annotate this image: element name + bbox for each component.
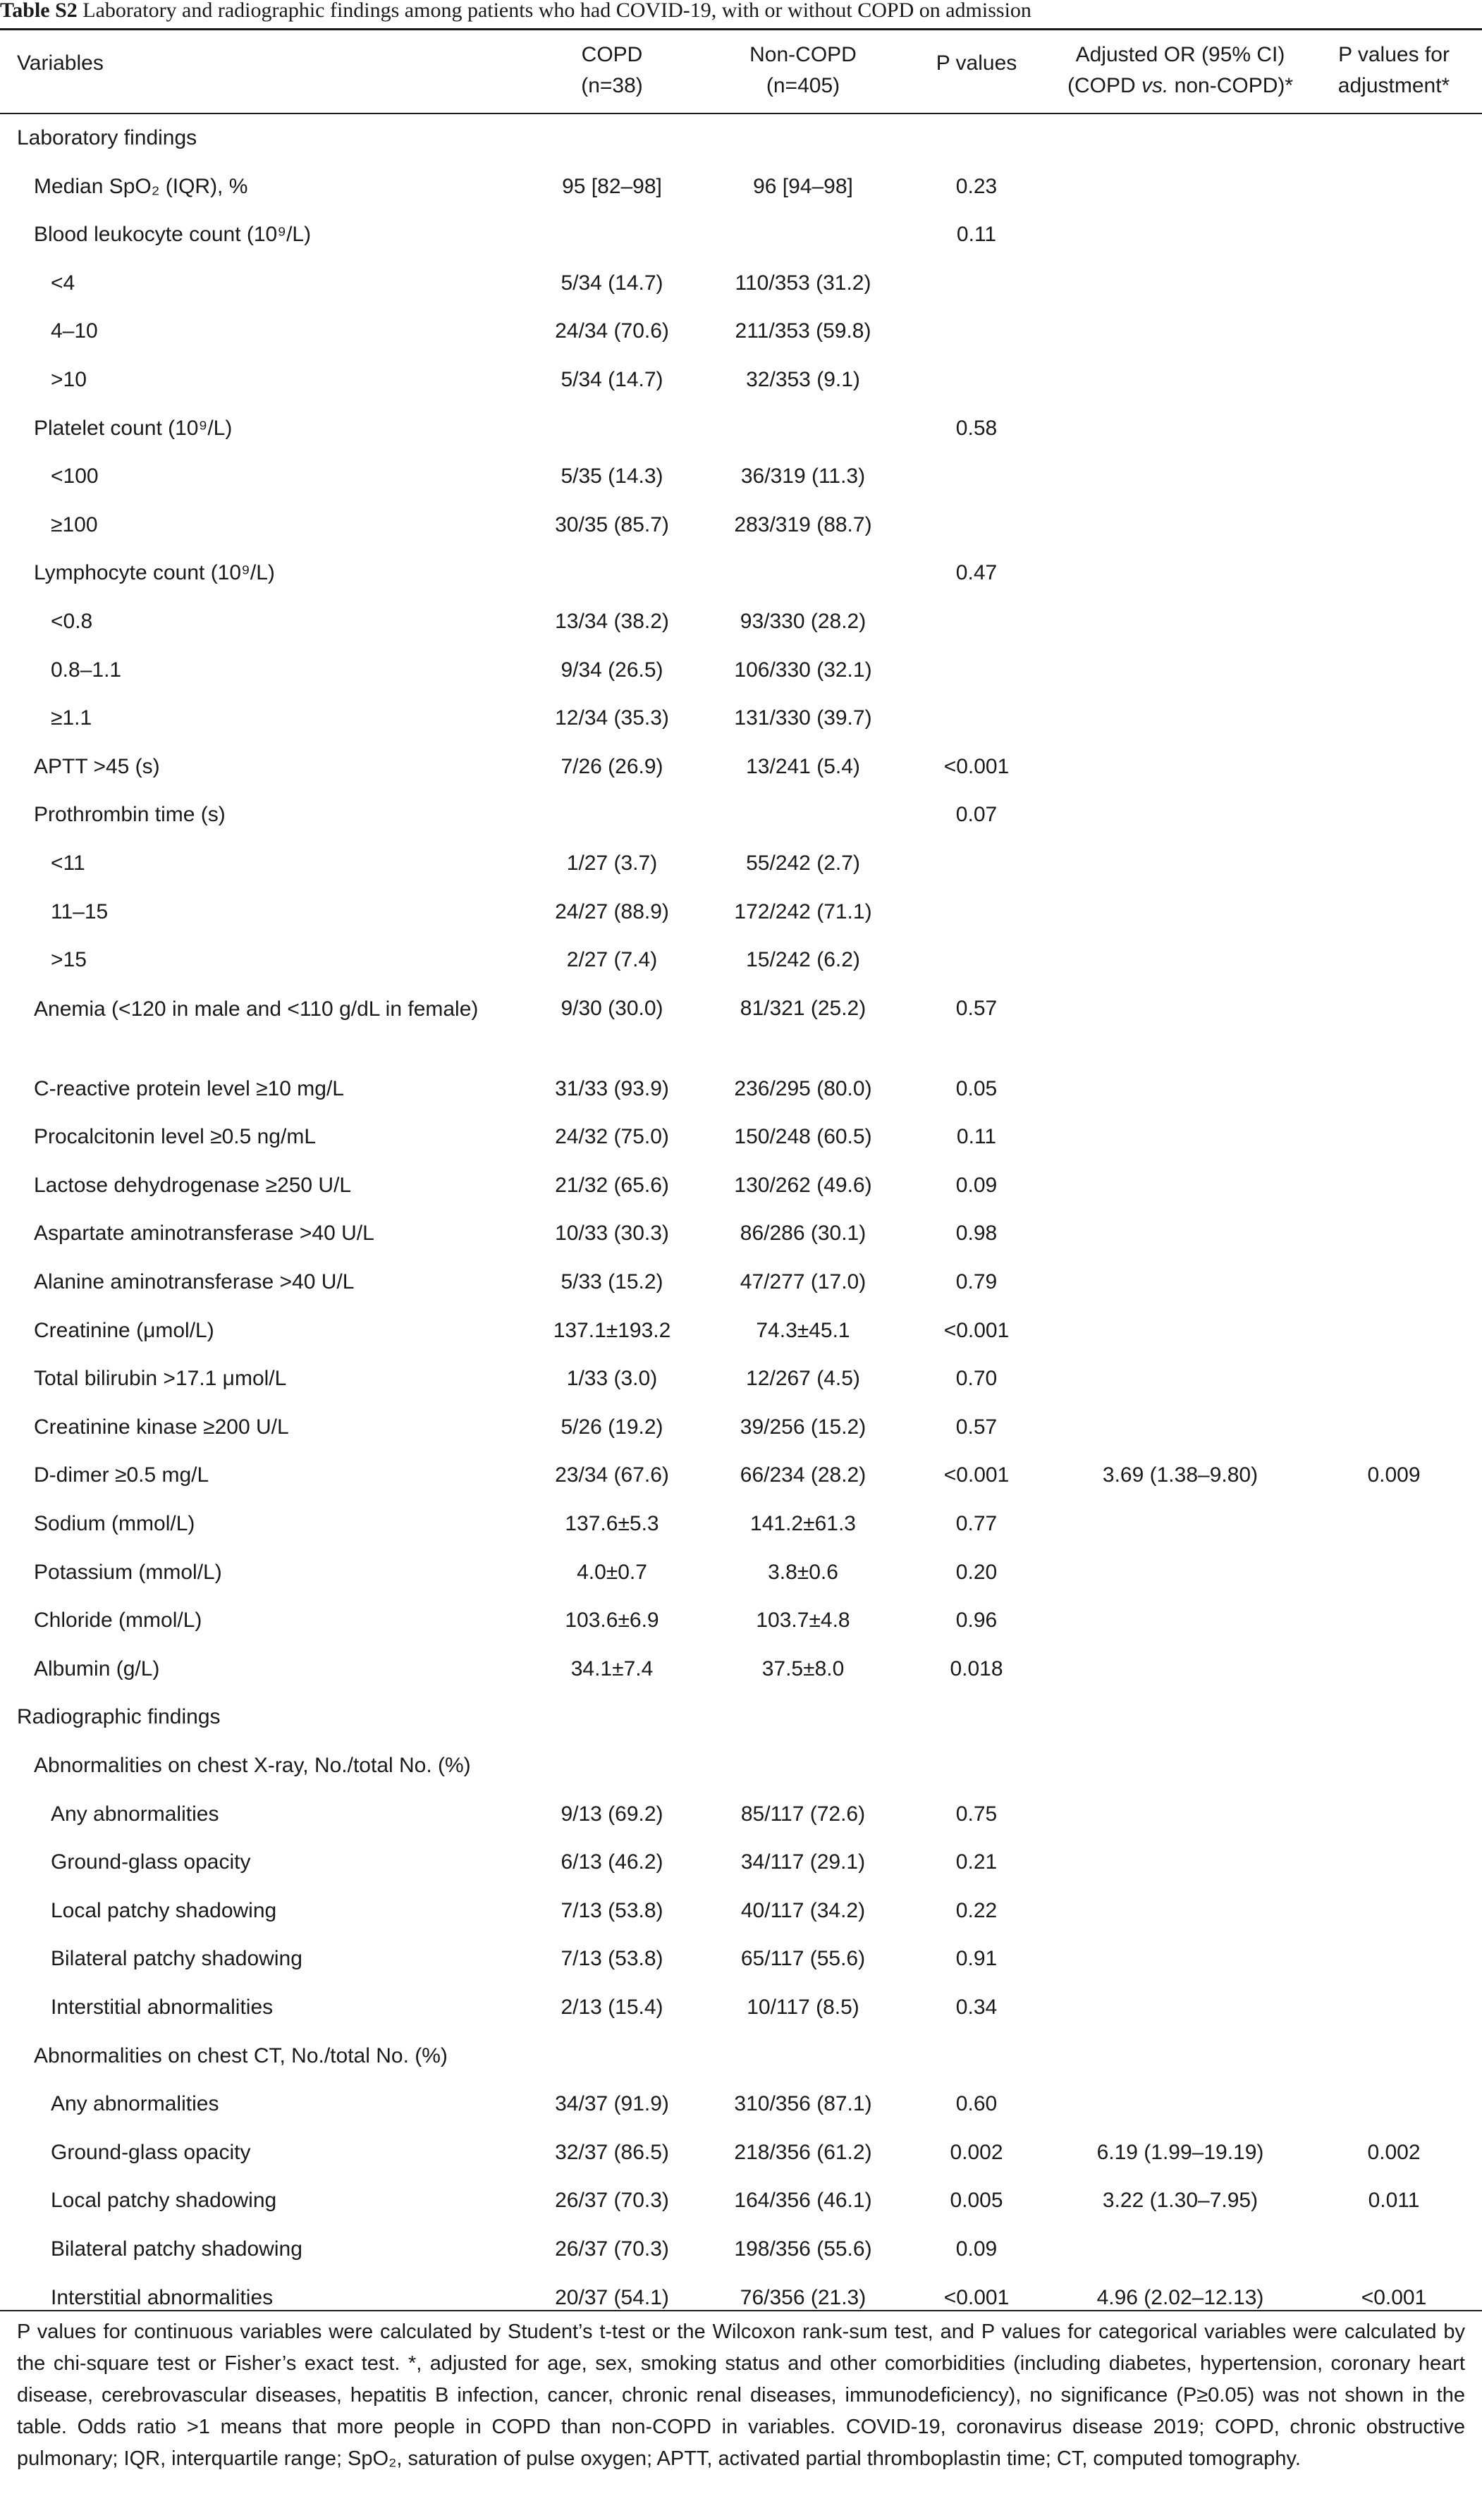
cell-noncopd: 283/319 (88.7) (734, 512, 872, 536)
cell-pvalue: 0.11 (956, 1125, 997, 1149)
cell-copd: 31/33 (93.9) (555, 1076, 669, 1100)
cell-copd: 9/34 (26.5) (561, 658, 663, 682)
cell-pvalue: 0.47 (955, 561, 998, 585)
cell-copd: 7/13 (53.8) (561, 1898, 663, 1922)
cell-copd: 5/34 (14.7) (561, 367, 663, 391)
table-row (0, 1790, 1482, 1839)
table-row (0, 791, 1482, 840)
table-row (0, 453, 1482, 501)
header-padj-line2: adjustment* (1337, 74, 1450, 97)
cell-pvalue: 0.60 (955, 2092, 998, 2116)
table-caption (0, 0, 1482, 25)
cell-noncopd: 93/330 (28.2) (740, 609, 866, 633)
cell-copd: 2/13 (15.4) (561, 1995, 663, 2019)
cell-noncopd: 36/319 (11.3) (740, 465, 866, 488)
table-row (0, 694, 1482, 743)
table-body (0, 114, 1482, 2322)
cell-pvalue: 0.75 (955, 1802, 998, 1826)
cell-copd: 7/26 (26.9) (561, 754, 663, 778)
cell-copd: 9/13 (69.2) (561, 1802, 663, 1826)
table-row (0, 743, 1482, 792)
cell-adjusted-or: 3.69 (1.38–9.80) (1102, 1463, 1259, 1487)
cell-copd: 5/34 (14.7) (561, 271, 663, 295)
cell-copd: 12/34 (35.3) (555, 706, 669, 730)
header-copd (518, 39, 706, 102)
cell-copd: 2/27 (7.4) (566, 948, 658, 972)
cell-noncopd: 65/117 (55.6) (740, 1947, 866, 1971)
row-variable: Albumin (g/L) (34, 1657, 160, 1680)
row-variable: Aspartate aminotransferase >40 U/L (34, 1222, 374, 1246)
row-variable: 0.8–1.1 (51, 658, 122, 682)
table-row (0, 307, 1482, 356)
table-row (0, 1838, 1482, 1887)
row-variable: Total bilirubin >17.1 μmol/L (34, 1367, 287, 1391)
table-row (0, 598, 1482, 646)
header-pvalues: P values (936, 51, 1017, 75)
cell-copd: 10/33 (30.3) (555, 1222, 669, 1246)
cell-pvalue: 0.79 (955, 1270, 998, 1294)
header-padj (1306, 39, 1482, 102)
table-row (0, 1597, 1482, 1645)
cell-noncopd: 12/267 (4.5) (746, 1367, 860, 1391)
cell-copd: 1/33 (3.0) (566, 1367, 658, 1391)
cell-noncopd: 236/295 (80.0) (734, 1076, 872, 1100)
cell-pvalue: 0.57 (955, 1415, 998, 1439)
cell-copd: 4.0±0.7 (577, 1560, 647, 1584)
header-copd-name: COPD (581, 43, 643, 66)
cell-pvalue: 0.70 (955, 1367, 998, 1391)
cell-copd: 23/34 (67.6) (555, 1463, 669, 1487)
row-variable: Any abnormalities (51, 2092, 219, 2116)
cell-pvalue: 0.20 (955, 1560, 998, 1584)
header-padj-line1: P values for (1338, 43, 1450, 66)
cell-noncopd: 66/234 (28.2) (740, 1463, 866, 1487)
table-row (0, 646, 1482, 695)
row-variable: Lymphocyte count (10⁹/L) (34, 561, 275, 585)
cell-copd: 26/37 (70.3) (555, 2237, 669, 2261)
cell-padj: 0.009 (1367, 1463, 1421, 1487)
table-row (0, 2225, 1482, 2274)
header-variables: Variables (17, 51, 104, 75)
row-variable: Ground-glass opacity (51, 2140, 251, 2164)
cell-noncopd: 164/356 (46.1) (734, 2189, 872, 2213)
row-variable: Creatinine kinase ≥200 U/L (34, 1415, 289, 1439)
cell-pvalue: 0.05 (955, 1076, 998, 1100)
cell-noncopd: 150/248 (60.5) (734, 1125, 872, 1149)
cell-copd: 34.1±7.4 (570, 1657, 654, 1680)
cell-pvalue: 0.22 (955, 1898, 998, 1922)
cell-padj: <0.001 (1361, 2285, 1427, 2309)
cell-noncopd: 55/242 (2.7) (746, 851, 860, 875)
header-copd-n: (n=38) (581, 74, 643, 97)
table-row (0, 163, 1482, 211)
cell-noncopd: 96 [94–98] (753, 174, 853, 198)
cell-noncopd: 310/356 (87.1) (734, 2092, 872, 2116)
cell-pvalue: 0.96 (955, 1609, 998, 1633)
cell-pvalue: <0.001 (943, 754, 1010, 778)
cell-noncopd: 141.2±61.3 (750, 1512, 856, 1536)
cell-padj: 0.002 (1367, 2140, 1421, 2164)
table-row (0, 1403, 1482, 1452)
table-row (0, 1210, 1482, 1258)
cell-pvalue: <0.001 (943, 1463, 1010, 1487)
table-row (0, 1500, 1482, 1549)
row-variable: APTT >45 (s) (34, 754, 160, 778)
cell-pvalue: 0.98 (955, 1222, 998, 1246)
table-row (0, 1984, 1482, 2032)
row-variable: Chloride (mmol/L) (34, 1609, 202, 1633)
cell-pvalue: 0.07 (955, 803, 998, 827)
table-row (0, 1549, 1482, 1597)
cell-copd: 9/30 (30.0) (561, 996, 663, 1020)
row-variable: Abnormalities on chest X-ray, No./total No. (%) (34, 1754, 471, 1777)
cell-pvalue: 0.57 (955, 996, 998, 1020)
cell-noncopd: 3.8±0.6 (768, 1560, 838, 1584)
table-row (0, 1113, 1482, 1162)
row-variable: Potassium (mmol/L) (34, 1560, 222, 1584)
row-variable: C-reactive protein level ≥10 mg/L (34, 1076, 344, 1100)
cell-noncopd: 218/356 (61.2) (734, 2140, 872, 2164)
cell-noncopd: 39/256 (15.2) (740, 1415, 866, 1439)
row-variable: Abnormalities on chest CT, No./total No. (%) (34, 2043, 448, 2067)
cell-copd: 34/37 (91.9) (555, 2092, 669, 2116)
cell-copd: 30/35 (85.7) (555, 512, 669, 536)
cell-pvalue: 0.002 (950, 2140, 1003, 2164)
row-variable: Procalcitonin level ≥0.5 ng/mL (34, 1125, 317, 1149)
cell-pvalue: 0.77 (955, 1512, 998, 1536)
row-variable: Laboratory findings (17, 126, 197, 149)
cell-pvalue: 0.09 (955, 1173, 998, 1197)
row-variable: <0.8 (51, 609, 93, 633)
table-row (0, 1451, 1482, 1500)
row-variable: Interstitial abnormalities (51, 1995, 274, 2019)
cell-padj: 0.011 (1368, 2189, 1420, 2213)
cell-copd: 5/35 (14.3) (561, 465, 663, 488)
row-variable: Prothrombin time (s) (34, 803, 226, 827)
row-variable: >10 (51, 367, 87, 391)
cell-pvalue: 0.21 (955, 1850, 998, 1874)
cell-noncopd: 81/321 (25.2) (740, 996, 866, 1020)
header-noncopd-n: (n=405) (766, 74, 840, 97)
row-variable: Ground-glass opacity (51, 1850, 251, 1874)
table-row (0, 1887, 1482, 1936)
header-adjusted-or-line1: Adjusted OR (95% CI) (1075, 43, 1285, 66)
cell-copd: 5/26 (19.2) (561, 1415, 663, 1439)
row-variable: Platelet count (10⁹/L) (34, 416, 233, 440)
header-adjusted-or (1055, 39, 1306, 102)
cell-noncopd: 130/262 (49.6) (734, 1173, 872, 1197)
row-variable: >15 (51, 948, 87, 972)
row-variable: <100 (51, 465, 99, 488)
cell-noncopd: 106/330 (32.1) (734, 658, 872, 682)
row-variable: D-dimer ≥0.5 mg/L (34, 1463, 209, 1487)
cell-pvalue: 0.91 (955, 1947, 998, 1971)
table-caption-label: Table S2 (0, 0, 78, 22)
row-variable: ≥100 (51, 512, 98, 536)
row-variable: Creatinine (μmol/L) (34, 1318, 214, 1342)
cell-pvalue: <0.001 (943, 1318, 1010, 1342)
row-variable: Radiographic findings (17, 1705, 221, 1729)
cell-copd: 24/34 (70.6) (555, 319, 669, 343)
row-variable: <11 (51, 851, 85, 875)
cell-noncopd: 85/117 (72.6) (740, 1802, 866, 1826)
table-row (0, 1935, 1482, 1984)
cell-adjusted-or: 4.96 (2.02–12.13) (1096, 2285, 1264, 2309)
row-variable: 4–10 (51, 319, 98, 343)
cell-noncopd: 32/353 (9.1) (746, 367, 860, 391)
table-row (0, 840, 1482, 888)
cell-copd: 95 [82–98] (562, 174, 662, 198)
cell-noncopd: 40/117 (34.2) (740, 1898, 866, 1922)
table-row (0, 1645, 1482, 1694)
cell-copd: 21/32 (65.6) (555, 1173, 669, 1197)
row-variable: 11–15 (51, 899, 109, 923)
cell-noncopd: 110/353 (31.2) (735, 271, 871, 295)
cell-copd: 20/37 (54.1) (555, 2285, 669, 2309)
cell-pvalue: 0.09 (955, 2237, 998, 2261)
cell-noncopd: 86/286 (30.1) (740, 1222, 866, 1246)
cell-adjusted-or: 6.19 (1.99–19.19) (1096, 2140, 1264, 2164)
cell-noncopd: 47/277 (17.0) (740, 1270, 866, 1294)
table-row (0, 1162, 1482, 1210)
table-row (0, 549, 1482, 598)
cell-noncopd: 34/117 (29.1) (740, 1850, 866, 1874)
row-variable: Interstitial abnormalities (51, 2285, 274, 2309)
header-noncopd-name: Non-COPD (749, 43, 857, 66)
cell-noncopd: 37.5±8.0 (761, 1657, 845, 1680)
cell-noncopd: 211/353 (59.8) (735, 319, 871, 343)
table-row (0, 501, 1482, 550)
table-row (0, 936, 1482, 985)
row-variable: <4 (51, 271, 75, 295)
row-variable: Local patchy shadowing (51, 1898, 277, 1922)
cell-pvalue: 0.23 (955, 174, 998, 198)
cell-pvalue: 0.018 (950, 1657, 1003, 1680)
cell-pvalue: 0.58 (955, 416, 998, 440)
table-row (0, 2274, 1482, 2323)
row-variable: Bilateral patchy shadowing (51, 2237, 302, 2261)
section-row (0, 1693, 1482, 1742)
table-row (0, 2129, 1482, 2177)
cell-copd: 24/27 (88.9) (555, 899, 669, 923)
table-row (0, 985, 1482, 1065)
table-row (0, 1307, 1482, 1356)
cell-noncopd: 198/356 (55.6) (734, 2237, 872, 2261)
cell-copd: 137.1±193.2 (553, 1318, 671, 1342)
row-variable: Median SpO₂ (IQR), % (34, 174, 248, 198)
row-variable: Sodium (mmol/L) (34, 1512, 195, 1536)
section-row (0, 114, 1482, 163)
row-variable: Any abnormalities (51, 1802, 219, 1826)
table-row (0, 2080, 1482, 2129)
cell-copd: 137.6±5.3 (565, 1512, 659, 1536)
cell-copd: 5/33 (15.2) (561, 1270, 663, 1294)
row-variable: Bilateral patchy shadowing (51, 1947, 302, 1971)
cell-noncopd: 74.3±45.1 (756, 1318, 850, 1342)
row-variable: Anemia (<120 in male and <110 g/dL in female) (34, 997, 479, 1021)
table-footnote: P values for continuous variables were calculated by Student’s t-test or the Wilcoxon rank-sum test, and P values for categorical variables were calculated by the chi-square test or Fisher’s exact test. *, adjusted for age, sex, smoking status and other comorbidities (including diabetes, hypertension, coronary heart disease, cerebrovascular diseases, hepatitis B infection, cancer, chronic renal diseases, immunodeficiency), no significance (P≥0.05) was not shown in the table. Odds ratio >1 means that more people in COPD than non-COPD in variables. COVID-19, coronavirus disease 2019; COPD, chronic obstructive pulmonary; IQR, interquartile range; SpO₂, saturation of pulse oxygen; APTT, activated partial thromboplastin time; CT, computed tomography. (17, 2321, 1465, 2470)
cell-copd: 103.6±6.9 (565, 1609, 659, 1633)
cell-noncopd: 13/241 (5.4) (746, 754, 860, 778)
cell-copd: 7/13 (53.8) (561, 1947, 663, 1971)
row-variable: Lactose dehydrogenase ≥250 U/L (34, 1173, 352, 1197)
row-variable: ≥1.1 (51, 706, 92, 730)
cell-noncopd: 172/242 (71.1) (734, 899, 872, 923)
table-row (0, 1065, 1482, 1114)
cell-copd: 6/13 (46.2) (561, 1850, 663, 1874)
cell-copd: 24/32 (75.0) (555, 1125, 669, 1149)
row-variable: Alanine aminotransferase >40 U/L (34, 1270, 355, 1294)
table-row (0, 405, 1482, 453)
table-row (0, 2032, 1482, 2081)
cell-noncopd: 10/117 (8.5) (747, 1995, 859, 2019)
top-rule (0, 28, 1482, 30)
table-row (0, 2177, 1482, 2225)
table-caption-text: Laboratory and radiographic findings among patients who had COVID-19, with or without COPD on admission (82, 0, 1031, 22)
header-adjusted-or-line2: (COPD vs. non-COPD)* (1067, 74, 1294, 97)
cell-copd: 1/27 (3.7) (566, 851, 658, 875)
cell-noncopd: 15/242 (6.2) (746, 948, 860, 972)
cell-noncopd: 131/330 (39.7) (734, 706, 872, 730)
table-row (0, 211, 1482, 259)
cell-copd: 32/37 (86.5) (555, 2140, 669, 2164)
header-noncopd (708, 39, 898, 102)
cell-copd: 13/34 (38.2) (555, 609, 669, 633)
table-row (0, 888, 1482, 937)
row-variable: Blood leukocyte count (10⁹/L) (34, 223, 312, 247)
cell-noncopd: 76/356 (21.3) (740, 2285, 866, 2309)
table-row (0, 1355, 1482, 1403)
bottom-rule (0, 2310, 1482, 2311)
cell-noncopd: 103.7±4.8 (756, 1609, 850, 1633)
cell-pvalue: 0.34 (955, 1995, 998, 2019)
table-row (0, 1258, 1482, 1307)
cell-pvalue: 0.005 (950, 2189, 1003, 2213)
table-header (0, 32, 1482, 114)
table-row (0, 356, 1482, 405)
cell-pvalue: 0.11 (956, 223, 997, 247)
cell-adjusted-or: 3.22 (1.30–7.95) (1102, 2189, 1259, 2213)
table-row (0, 1742, 1482, 1790)
cell-copd: 26/37 (70.3) (555, 2189, 669, 2213)
row-variable: Local patchy shadowing (51, 2189, 277, 2213)
table-row (0, 259, 1482, 308)
cell-pvalue: <0.001 (943, 2285, 1010, 2309)
